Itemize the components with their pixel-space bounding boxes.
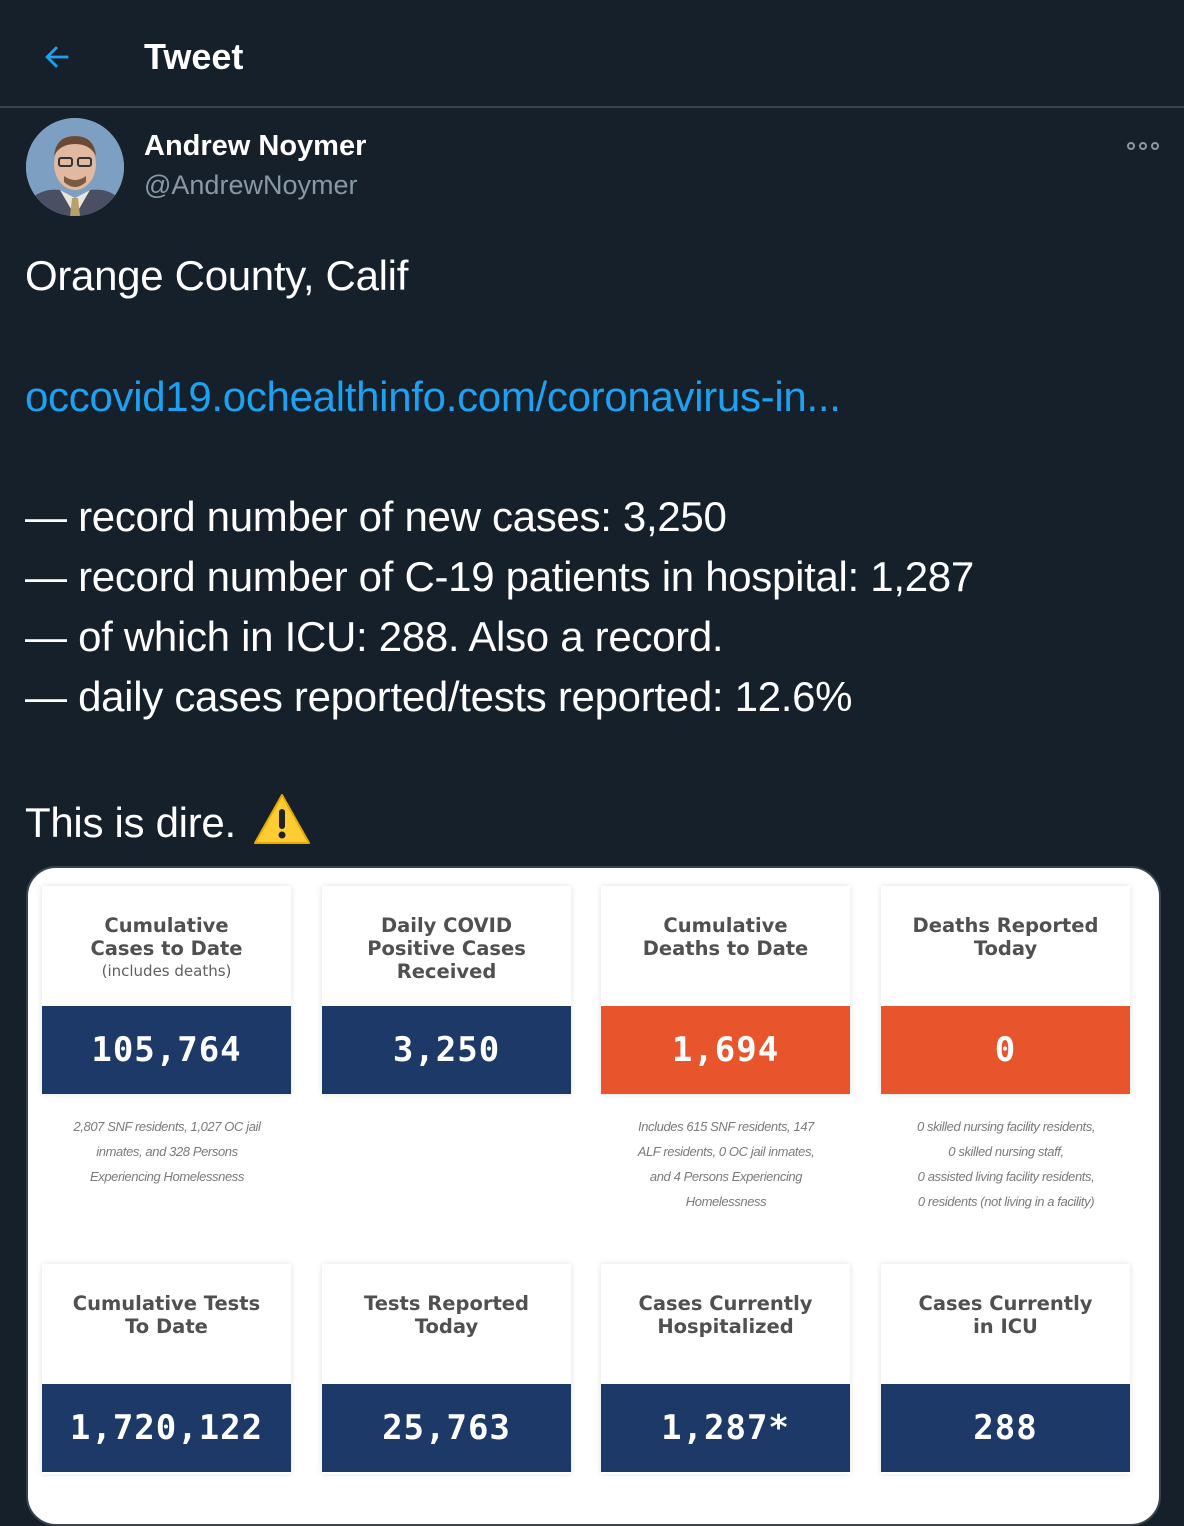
stat-value: 25,763 <box>322 1384 571 1472</box>
tweet-bullet: — of which in ICU: 288. Also a record. <box>25 613 724 660</box>
stat-tile <box>322 886 571 1094</box>
stat-tile <box>42 886 291 1094</box>
stat-footnote-line: and 4 Persons Experiencing <box>649 1169 803 1184</box>
stat-footnote-line: 0 residents (not living in a facility) <box>917 1194 1095 1209</box>
tweet-bullet: — record number of new cases: 3,250 <box>25 493 727 540</box>
profile-photo-icon <box>26 118 124 216</box>
stat-value: 105,764 <box>42 1006 291 1094</box>
stat-footnote-line: 2,807 SNF residents, 1,027 OC jail <box>73 1119 261 1134</box>
stat-label <box>601 914 850 960</box>
tweet-media-image[interactable] <box>26 866 1161 1526</box>
stat-footnote-line: Experiencing Homelessness <box>89 1169 245 1184</box>
stat-label-line: Today <box>414 1315 479 1338</box>
back-arrow-icon <box>40 40 74 74</box>
stat-label-line: Hospitalized <box>657 1315 794 1338</box>
stat-footnote-line: 0 skilled nursing facility residents, <box>916 1119 1096 1134</box>
stat-value: 288 <box>881 1384 1130 1472</box>
stat-label-line: Deaths Reported <box>912 914 1099 937</box>
avatar[interactable] <box>26 118 124 216</box>
author-handle[interactable]: @AndrewNoymer <box>144 170 358 200</box>
stat-label-line: Cumulative Tests <box>72 1292 261 1315</box>
warning-sign-icon <box>253 793 311 845</box>
stat-label-line: Received <box>396 960 497 983</box>
more-dots-icon <box>1151 142 1159 150</box>
stat-value: 0 <box>881 1006 1130 1094</box>
stat-label-line: Cases to Date <box>90 937 243 960</box>
stat-value: 1,720,122 <box>42 1384 291 1472</box>
stat-tile <box>322 1264 571 1474</box>
tweet-link[interactable]: occovid19.ochealthinfo.com/coronavirus-in... <box>25 373 841 420</box>
stat-footnote <box>36 1114 298 1189</box>
stat-footnote-line: Includes 615 SNF residents, 147 <box>638 1119 814 1134</box>
stat-label-line: Cumulative <box>663 914 788 937</box>
stat-label <box>601 1292 850 1338</box>
stat-tile <box>42 1264 291 1474</box>
tweet-closing-text: This is dire. <box>25 799 236 846</box>
stat-label <box>881 1292 1130 1338</box>
stat-label-line: To Date <box>125 1315 208 1338</box>
stat-tile <box>881 1264 1130 1474</box>
stat-label-line: in ICU <box>973 1315 1038 1338</box>
stat-label <box>881 914 1130 960</box>
stat-label <box>42 1292 291 1338</box>
stat-footnote-line: Homelessness <box>685 1194 767 1209</box>
stat-label-line: Cumulative <box>104 914 229 937</box>
stat-footnote-line: 0 assisted living facility residents, <box>917 1169 1095 1184</box>
stat-value: 3,250 <box>322 1006 571 1094</box>
page-title: Tweet <box>144 36 244 77</box>
more-dots-icon <box>1139 142 1147 150</box>
tweet-bullet: — daily cases reported/tests reported: 12.6% <box>25 673 853 720</box>
top-bar <box>0 0 1184 108</box>
stat-footnote <box>875 1114 1137 1214</box>
stat-tile <box>881 886 1130 1094</box>
stat-value: 1,694 <box>601 1006 850 1094</box>
stat-tile <box>601 886 850 1094</box>
tweet-bullet: — record number of C-19 patients in hospital: 1,287 <box>25 553 974 600</box>
tweet-location-line: Orange County, Calif <box>25 252 409 299</box>
stat-label-line: Cases Currently <box>918 1292 1093 1315</box>
stat-footnote <box>595 1114 857 1214</box>
stat-footnote-line: ALF residents, 0 OC jail inmates, <box>637 1144 815 1159</box>
stat-value: 1,287* <box>601 1384 850 1472</box>
stat-label <box>42 914 291 983</box>
more-dots-icon <box>1127 142 1135 150</box>
tweet-closing <box>25 793 311 847</box>
stat-label-line: Today <box>973 937 1038 960</box>
stat-label-line: Cases Currently <box>638 1292 813 1315</box>
stat-sublabel: (includes deaths) <box>101 962 232 980</box>
stat-tile <box>601 1264 850 1474</box>
stat-label-line: Positive Cases <box>367 937 526 960</box>
stat-label <box>322 1292 571 1338</box>
stat-footnote-line: 0 skilled nursing staff, <box>948 1144 1064 1159</box>
stat-label <box>322 914 571 983</box>
stat-label-line: Tests Reported <box>364 1292 529 1315</box>
back-button[interactable] <box>30 30 84 84</box>
more-options-button[interactable] <box>1120 132 1166 160</box>
author-name[interactable]: Andrew Noymer <box>144 130 367 162</box>
stat-footnote-line: inmates, and 328 Persons <box>96 1144 238 1159</box>
stat-label-line: Daily COVID <box>380 914 513 937</box>
stat-label-line: Deaths to Date <box>642 937 809 960</box>
